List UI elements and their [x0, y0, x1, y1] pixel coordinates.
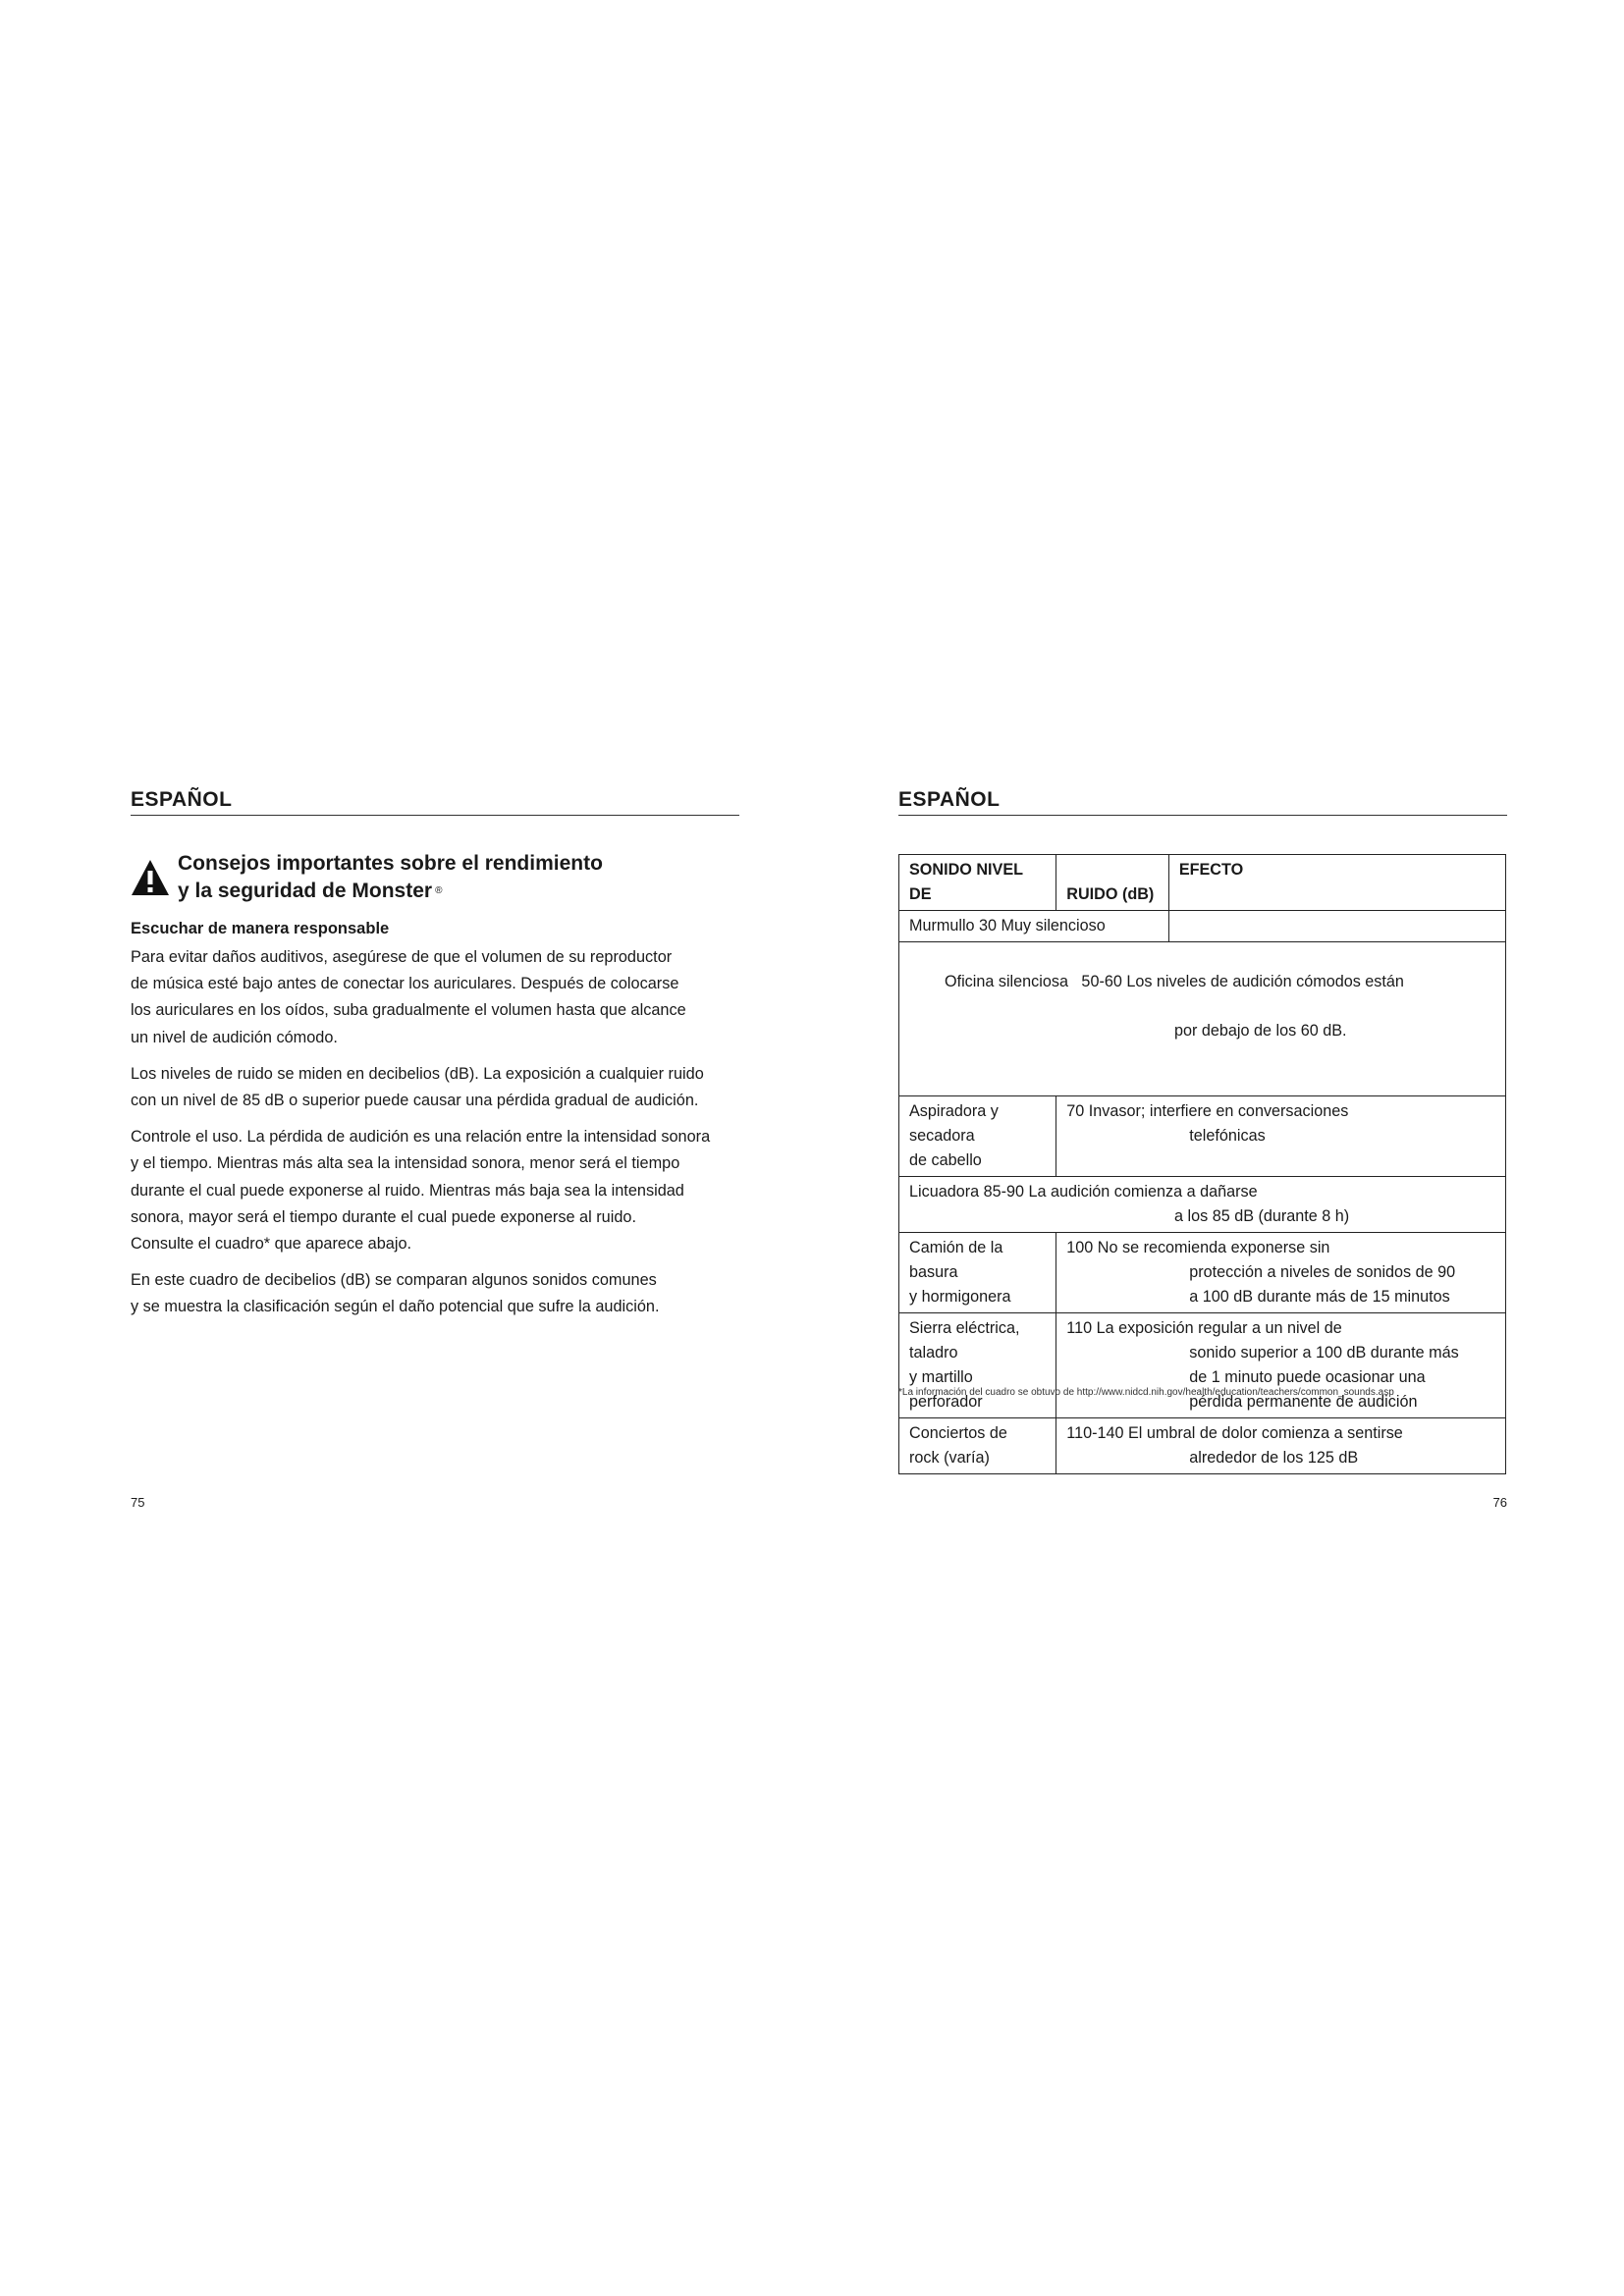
cell-line: alrededor de los 125 dB	[1189, 1449, 1359, 1467]
table-row	[899, 1313, 1506, 1418]
table-cell	[1168, 911, 1505, 942]
left-page	[131, 0, 739, 2296]
table-row	[899, 1233, 1506, 1313]
table-header-row	[899, 855, 1506, 911]
table-row	[899, 1177, 1506, 1233]
cell-line: por debajo de los 60 dB.	[1174, 1022, 1347, 1040]
table-row	[899, 1096, 1506, 1177]
registered-mark: ®	[435, 885, 443, 896]
warning-title-line2: y la seguridad de Monster	[178, 880, 433, 902]
decibel-table	[898, 854, 1506, 1474]
paragraph: En este cuadro de decibelios (dB) se comparan algunos sonidos comunes y se muestra la clasificación según el daño potencial que sufre la audición.	[131, 1271, 660, 1316]
body-text	[131, 944, 749, 1331]
table-cell: Aspiradora y secadora de cabello	[899, 1096, 1056, 1177]
cell-line: 70 Invasor; interfiere en conversaciones	[1066, 1102, 1349, 1120]
table-row	[899, 911, 1506, 942]
header-sound: SONIDO NIVEL DE	[899, 855, 1056, 911]
subheading: Escuchar de manera responsable	[131, 920, 390, 937]
warning-title-line1: Consejos importantes sobre el rendimiento	[178, 852, 603, 875]
cell-line: 110 La exposición regular a un nivel de	[1066, 1319, 1342, 1337]
header-noise-level: RUIDO (dB)	[1056, 855, 1169, 911]
header-effect: EFECTO	[1168, 855, 1505, 911]
cell-line: a los 85 dB (durante 8 h)	[1174, 1207, 1350, 1225]
table-cell	[899, 1177, 1506, 1233]
table-cell	[899, 942, 1506, 1096]
table-cell: Camión de la basura y hormigonera	[899, 1233, 1056, 1313]
table-row	[899, 942, 1506, 1096]
table-cell	[1056, 1313, 1506, 1418]
right-page	[898, 0, 1507, 2296]
warning-title	[178, 850, 728, 905]
table-cell: Murmullo 30 Muy silencioso	[899, 911, 1169, 942]
table-cell: Sierra eléctrica, taladro y martillo perforador	[899, 1313, 1056, 1418]
cell-line: 100 No se recomienda exponerse sin	[1066, 1239, 1330, 1256]
footnote: *La información del cuadro se obtuvo de http://www.nidcd.nih.gov/health/education/teachers/common_sounds.asp	[898, 1387, 1394, 1398]
table-cell	[1056, 1233, 1506, 1313]
section-header: ESPAÑOL	[131, 788, 739, 816]
paragraph: Controle el uso. La pérdida de audición es una relación entre la intensidad sonora y el tiempo. Mientras más alta sea la intensidad sonora, menor será el tiempo durante el cual puede exponerse al ruido. Mientras más baja sea la intensidad sonora, mayor será el tiempo durante el cual puede exponerse al ruido. Consulte el cuadro* que aparece abajo.	[131, 1128, 711, 1254]
table-cell: Conciertos de rock (varía)	[899, 1418, 1056, 1474]
table-row	[899, 1418, 1506, 1474]
paragraph: Los niveles de ruido se miden en decibelios (dB). La exposición a cualquier ruido con un nivel de 85 dB o superior puede causar una pérdida gradual de audición.	[131, 1064, 704, 1110]
section-header: ESPAÑOL	[898, 788, 1507, 816]
cell-line: sonido superior a 100 dB durante más de 1 minuto puede ocasionar una pérdida permanente de audición	[1189, 1344, 1459, 1411]
cell-line: telefónicas	[1189, 1127, 1266, 1145]
warning-icon	[131, 859, 170, 896]
table-cell	[1056, 1418, 1506, 1474]
cell-line: Licuadora 85-90 La audición comienza a dañarse	[909, 1183, 1258, 1201]
cell-line: Oficina silenciosa 50-60 Los niveles de audición cómodos están	[944, 973, 1404, 990]
table-cell	[1056, 1096, 1506, 1177]
cell-line: protección a niveles de sonidos de 90 a 100 dB durante más de 15 minutos	[1189, 1263, 1456, 1306]
paragraph: Para evitar daños auditivos, asegúrese de que el volumen de su reproductor de música esté bajo antes de conectar los auriculares. Después de colocarse los auriculares en los oídos, suba gradualmente el volumen hasta que alcance un nivel de audición cómodo.	[131, 948, 686, 1046]
page-number: 75	[131, 1495, 145, 1510]
page-number: 76	[1492, 1495, 1507, 1510]
cell-line: 110-140 El umbral de dolor comienza a sentirse	[1066, 1424, 1403, 1442]
